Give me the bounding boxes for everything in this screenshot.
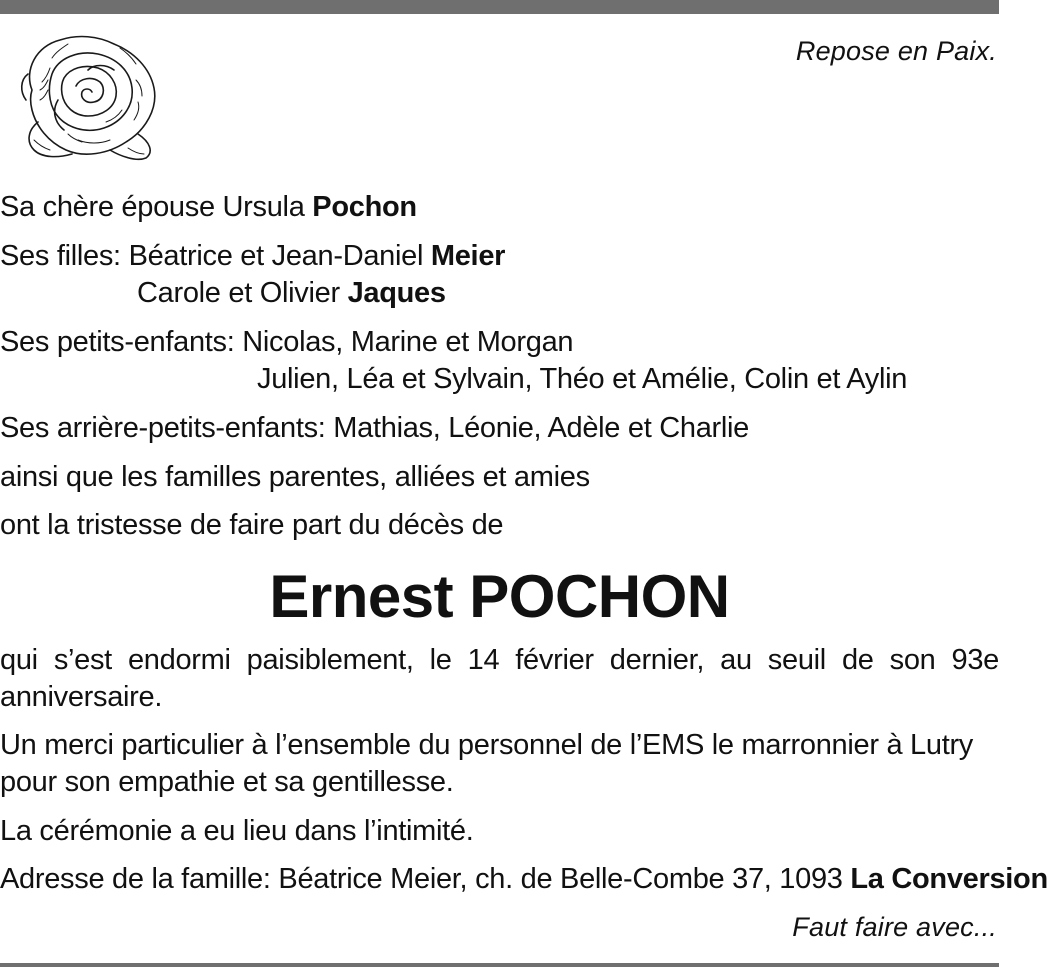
line-epouse bbox=[0, 191, 417, 224]
filles-2-surname: Jaques bbox=[347, 277, 446, 309]
filles-2-names: Carole et Olivier bbox=[137, 277, 348, 309]
faut-faire-avec: Faut faire avec... bbox=[792, 912, 997, 942]
para-merci: Un merci particulier à l’ensemble du personnel de l’EMS le marronnier à Lutry pour son empathie et sa gentillesse. bbox=[0, 729, 974, 798]
deceased-name: Ernest POCHON bbox=[269, 563, 730, 630]
filles-label: Ses filles: bbox=[0, 240, 129, 272]
epouse-surname: Pochon bbox=[312, 191, 417, 223]
line-adresse bbox=[0, 863, 1048, 896]
petits-1-names: Nicolas, Marine et Morgan bbox=[242, 326, 574, 358]
para-endormi: qui s’est endormi paisiblement, le 14 février dernier, au seuil de son 93e anniversaire. bbox=[0, 644, 999, 713]
repose-en-paix: Repose en Paix. bbox=[795, 36, 997, 66]
petits-label: Ses petits-enfants: bbox=[0, 326, 243, 358]
bottom-border bbox=[0, 963, 999, 967]
line-tristesse: ont la tristesse de faire part du décès de bbox=[0, 509, 504, 541]
para-ceremonie: La cérémonie a eu lieu dans l’intimité. bbox=[0, 815, 474, 847]
line-petits-1 bbox=[0, 326, 573, 359]
line-filles-2 bbox=[137, 277, 446, 310]
rose-icon bbox=[18, 30, 163, 165]
adresse-locality: La Conversion bbox=[850, 863, 1048, 895]
line-petits-2: Julien, Léa et Sylvain, Théo et Amélie, Colin et Aylin bbox=[257, 363, 908, 395]
line-arriere: Ses arrière-petits-enfants: Mathias, Léonie, Adèle et Charlie bbox=[0, 412, 749, 444]
filles-1-names: Béatrice et Jean-Daniel bbox=[128, 240, 431, 272]
epouse-text: Sa chère épouse Ursula bbox=[0, 191, 313, 223]
adresse-text: Adresse de la famille: Béatrice Meier, ch. de Belle-Combe 37, 1093 bbox=[0, 863, 851, 895]
top-border bbox=[0, 0, 999, 14]
line-filles-1 bbox=[0, 240, 505, 273]
filles-1-surname: Meier bbox=[430, 240, 506, 272]
line-familles: ainsi que les familles parentes, alliées et amies bbox=[0, 461, 590, 493]
